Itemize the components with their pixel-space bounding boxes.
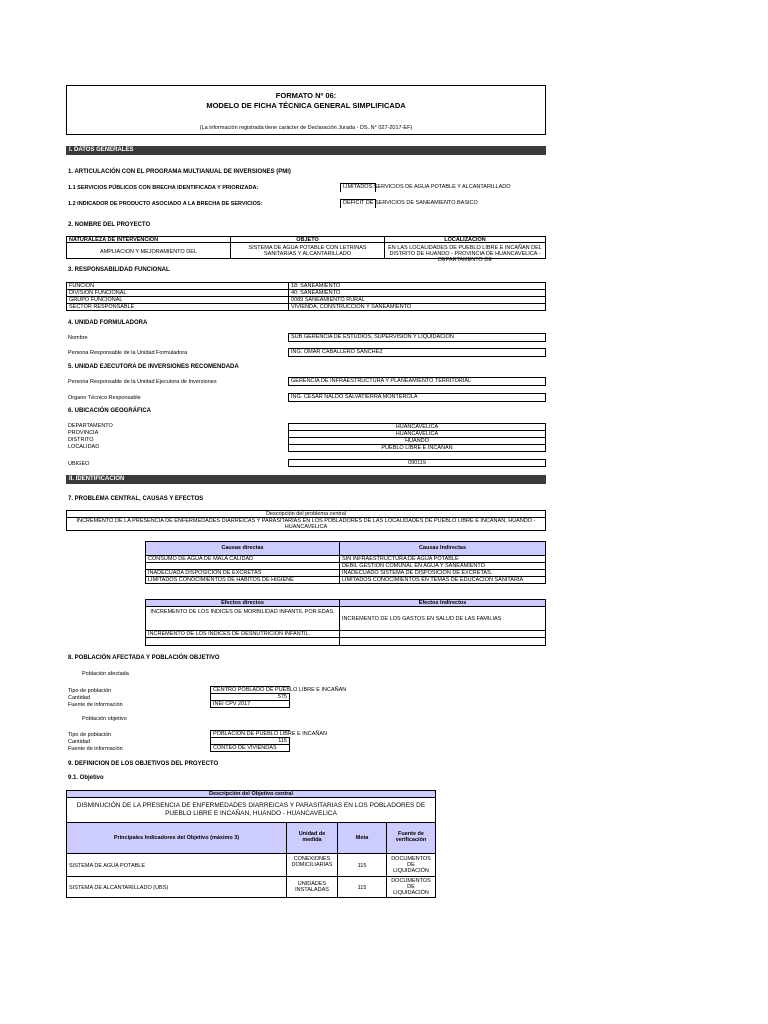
- grupo-label: GRUPO FUNCIONAL: [66, 296, 289, 304]
- causa-indirecta-1: SIN INFRAESTRUCTURA DE AGUA POTABLE: [339, 555, 546, 563]
- af-cantidad-value: 575: [210, 693, 290, 701]
- ind-row1: [66, 853, 287, 877]
- unidad-row2: UNIDADES INSTALADAS: [286, 876, 338, 898]
- efectos-indirectos-header: Efectos Indirectos: [339, 599, 546, 607]
- efecto-indirecto-3: [339, 637, 546, 646]
- departamento-label: DEPARTAMENTO: [68, 423, 113, 429]
- organo-value: ING. CESAR NALDO SALVATIERRA MONTEROLA: [288, 393, 546, 402]
- causa-directa-1: CONSUMO DE AGUA DE MALA CALIDAD: [145, 555, 340, 563]
- col-indicadores-text: Principales Indicadores del Objetivo (máximo 3): [113, 835, 240, 841]
- unidad-ejecutora-heading: 5. UNIDAD EJECUTORA DE INVERSIONES RECOMENDADA: [68, 364, 239, 370]
- division-label: DIVISIÓN FUNCIONAL: [66, 289, 289, 297]
- sector-label: SECTOR RESPONSABLE: [66, 303, 289, 311]
- problema-desc-header: Descripción del problema central: [66, 510, 546, 518]
- causa-indirecta-2: DEBIL GESTION COMUNAL EN AGUA Y SANEAMIENTO: [339, 562, 546, 570]
- col-localizacion: LOCALIZACIÓN: [384, 236, 546, 243]
- objetivo-desc-header: Descripción del Objetivo central: [66, 790, 436, 798]
- af-tipo-value: CENTRO POBLADO DE PUEBLO LIBRE E INCAÑAN: [210, 686, 290, 694]
- funcion-value: 18: SANEAMIENTO: [288, 282, 546, 290]
- ob-tipo-value: POBLACION DE PUEBLO LIBRE E INCAÑAN: [210, 730, 290, 738]
- fuente-row1: DOCUMENTOS DE LIQUIDACIÓN: [386, 853, 436, 877]
- unidad-row1: CONEXIONES DOMICILIARIAS: [286, 853, 338, 877]
- causas-indirectas-header: Causas Indirectas: [339, 541, 546, 556]
- causa-indirecta-3: INADECUADO SISTEMA DE DISPOSICION DE EXCRETAS.: [339, 569, 546, 577]
- form-title: FORMATO Nº 06:: [275, 91, 337, 100]
- causa-directa-3: INADECUADA DISPOSICIÓN DE EXCRETAS: [145, 569, 340, 577]
- af-cantidad-label: Cantidad: [68, 695, 91, 701]
- objetivos-heading: 9. DEFINICION DE LOS OBJETIVOS DEL PROYECTO: [68, 761, 219, 767]
- responsabilidad-heading: 3. RESPONSABILIDAD FUNCIONAL: [68, 267, 170, 273]
- objeto-value: SISTEMA DE AGUA POTABLE CON LETRINAS SANITARIAS Y ALCANTARILLADO: [230, 242, 385, 259]
- meta-row2-text: 115: [357, 885, 367, 891]
- efecto-directo-2: INCREMENTO DE LOS INDICES DE DESNUTRICIÓN INFANTIL.: [145, 630, 340, 638]
- header-box: [66, 85, 546, 135]
- ob-cantidad-value: 115: [210, 737, 290, 745]
- ind-row1-text: SISTEMA DE AGUA POTABLE: [69, 863, 146, 869]
- provincia-label: PROVINCIA: [68, 430, 99, 436]
- col-objeto: OBJETO: [230, 236, 385, 243]
- ob-fuente-label: Fuente de información: [68, 746, 123, 752]
- servicios-value: LIMITADOS SERVICIOS DE AGUA POTABLE Y ALCANTARILLADO: [340, 183, 376, 192]
- problema-heading: 7. PROBLEMA CENTRAL, CAUSAS Y EFECTOS: [68, 496, 204, 502]
- problema-desc: INCREMENTO DE LA PRESENCIA DE ENFERMEDADES DIARREICAS Y PARASITARIAS EN LOS POBLADORES DE LAS LOCALIDADES DE PUEBLO LIBRE E INCAÑAN, HUANDO - HUANCAVELICA: [66, 517, 546, 531]
- organo-label: Organo Técnico Responsable: [68, 395, 141, 401]
- servicios-label: 1.1 SERVICIOS PÚBLICOS CON BRECHA IDENTIFICADA Y PRIORIZADA:: [68, 185, 259, 191]
- naturaleza-value: [66, 242, 231, 259]
- objetivo-subheading: 9.1. Objetivo: [68, 775, 104, 781]
- grupo-value: 0089 SANEAMIENTO RURAL: [288, 296, 546, 304]
- af-fuente-value: INEI CPV 2017: [210, 700, 290, 708]
- localidad-label: LOCALIDAD: [68, 444, 100, 450]
- af-fuente-label: Fuente de información: [68, 702, 123, 708]
- causa-indirecta-4: LIMITADOS CONOCIMIENTOS EN TEMAS DE EDUCACION SANITARIA: [339, 576, 546, 584]
- indicador-label: 1.2 INDICADOR DE PRODUCTO ASOCIADO A LA BRECHA DE SERVICIOS:: [68, 201, 263, 207]
- naturaleza-text: AMPLIACION Y MEJORAMIENTO DEL: [100, 249, 197, 255]
- ob-fuente-value: CONTEO DE VIVIENDAS: [210, 744, 290, 752]
- ubigeo-value: 090119: [288, 459, 546, 467]
- ind-row2: [66, 876, 287, 898]
- ubicacion-heading: 6. UBICACIÓN GEOGRÁFICA: [68, 408, 152, 414]
- col-unidad: Unidad de medida: [286, 822, 338, 854]
- col-meta-text: Meta: [355, 835, 369, 841]
- form-subtitle: MODELO DE FICHA TÉCNICA GENERAL SIMPLIFICADA: [206, 101, 406, 110]
- poblacion-objetivo-label: Población objetivo: [82, 716, 127, 722]
- uf-nombre-label: Nombre: [68, 335, 88, 341]
- poblacion-afectada-label: Población afectada: [82, 671, 129, 677]
- division-value: 40: SANEAMIENTO: [288, 289, 546, 297]
- localizacion-value: EN LAS LOCALIDADES DE PUEBLO LIBRE E INCAÑAN DEL DISTRITO DE HUANDO - PROVINCIA DE HUANCAVELICA - DEPARTAMENTO DE: [384, 242, 546, 259]
- ue-responsable-value: GERENCIA DE INFRAESTRUCTURA Y PLANEAMIENTO TERRITORIAL: [288, 377, 546, 386]
- objetivo-desc: DISMINUCIÓN DE LA PRESENCIA DE ENFERMEDADES DIARREICAS Y PARASITARIAS EN LOS POBLADORES DE PUEBLO LIBRE E INCAÑAN, HUANDO - HUANCAVELICA: [66, 797, 436, 823]
- distrito-label: DISTRITO: [68, 437, 94, 443]
- causas-directas-header: Causas directas: [145, 541, 340, 556]
- col-indicadores: [66, 822, 287, 854]
- efecto-directo-1: INCREMENTO DE LOS INDICES DE MORBILIDAD INFANTIL POR EDAS.: [145, 606, 340, 631]
- efecto-directo-3: [145, 637, 340, 646]
- af-tipo-label: Tipo de población: [68, 688, 112, 694]
- meta-row2: [337, 876, 387, 898]
- distrito-value: HUANDO: [288, 437, 546, 445]
- ind-row2-text: SISTEMA DE ALCANTARILLADO (UBS): [69, 885, 169, 891]
- form-note: (La información registrada tiene carácter de Declaración Jurada - DS. N° 027-2017-EF): [199, 125, 413, 131]
- uf-responsable-label: Persona Responsable de la Unidad Formuladora: [68, 350, 188, 356]
- departamento-value: HUANCAVELICA: [288, 423, 546, 431]
- fuente-row2: DOCUMENTOS DE LIQUIDACIÓN: [386, 876, 436, 898]
- section-datos-generales: I. DATOS GENERALES: [66, 146, 546, 155]
- uf-nombre-value: SUB GERENCIA DE ESTUDIOS, SUPERVISION Y LIQUIDACION: [288, 333, 546, 342]
- ob-tipo-label: Tipo de población: [68, 732, 112, 738]
- col-meta: [337, 822, 387, 854]
- pmi-heading: 1. ARTICULACIÓN CON EL PROGRAMA MULTIANUAL DE INVERSIONES (PMI): [68, 169, 291, 175]
- sector-value: VIVIENDA, CONSTRUCCION Y SANEAMIENTO: [288, 303, 546, 311]
- efectos-directos-header: Efectos directos: [145, 599, 340, 607]
- provincia-value: HUANCAVELICA: [288, 430, 546, 438]
- col-naturaleza: NATURALEZA DE INTERVENCIÓN: [66, 236, 231, 243]
- indicador-value: DEFICIT DE SERVICIOS DE SANEAMIENTO BASICO: [340, 199, 376, 208]
- funcion-label: FUNCIÓN: [66, 282, 289, 290]
- ue-responsable-label: Persona Responsable de la Unidad Ejecutora de Inversiones: [68, 379, 217, 385]
- localidad-value: PUEBLO LIBRE E INCAÑAN: [288, 444, 546, 452]
- section-identificacion: II. IDENTIFICACION: [66, 475, 546, 484]
- nombre-proyecto-heading: 2. NOMBRE DEL PROYECTO: [68, 222, 151, 228]
- efecto-indirecto-1: [339, 606, 546, 631]
- unidad-formuladora-heading: 4. UNIDAD FORMULADORA: [68, 320, 148, 326]
- efecto-indirecto-1-text: INCREMENTO DE LOS GASTOS EN SALUD DE LAS FAMILIAS: [342, 616, 502, 622]
- ob-cantidad-label: Cantidad: [68, 739, 91, 745]
- poblacion-heading: 8. POBLACIÓN AFECTADA Y POBLACIÓN OBJETIVO: [68, 655, 220, 661]
- uf-responsable-value: ING. OMAR CABALLERO SANCHEZ: [288, 348, 546, 357]
- causa-directa-4: LIMITADOS CONOCIMIENTOS DE HÁBITOS DE HIGIENE: [145, 576, 340, 584]
- meta-row1: [337, 853, 387, 877]
- col-fuente: Fuente de verificación: [386, 822, 436, 854]
- meta-row1-text: 115: [357, 863, 367, 869]
- ubigeo-label: UBIGEO: [68, 461, 90, 467]
